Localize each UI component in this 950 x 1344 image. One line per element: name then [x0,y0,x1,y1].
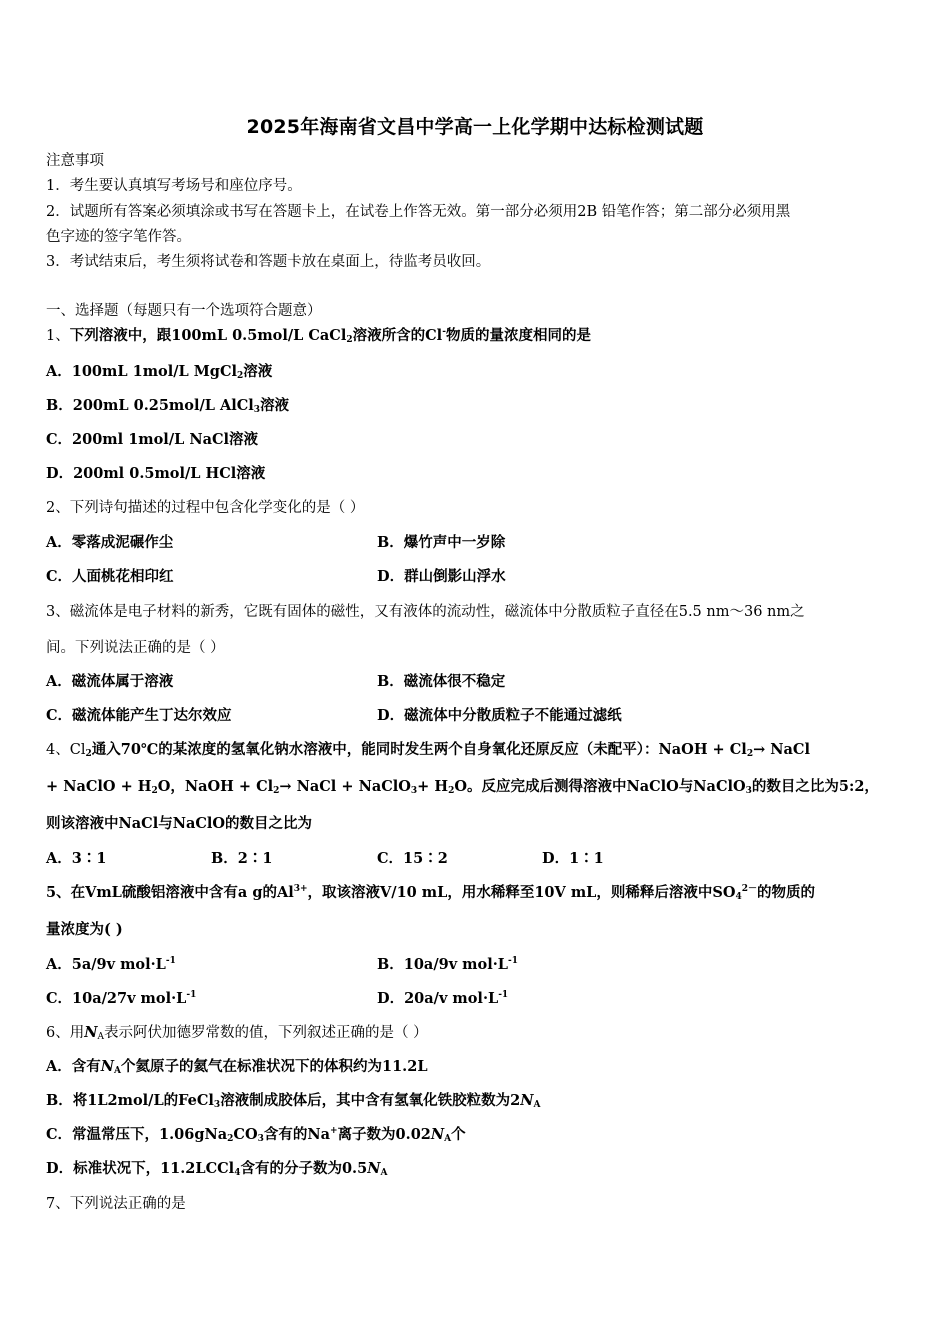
question-1-option-b: B．200mL 0.25mol/L AlCl$_3$溶液 [46,397,290,415]
question-4-option-c: C．15∶2 [377,850,448,867]
notice-heading: 注意事项 [46,153,104,169]
section-heading: 一、选择题（每题只有一个选项符合题意） [46,303,322,319]
question-5-option-d: D．20a/v $mol\cdot L^{-1}$ [377,990,509,1007]
question-4-stem-line2: + NaClO + $H_2O$，NaOH + $Cl_2\to$ NaCl + NaClO$_3$+ $H_2O$。反应完成后测得溶液中NaClO与NaClO$_3$的数目之比为5:2， [46,778,879,796]
question-6-option-d: D．标准状况下，11.2LCCl$_4$含有的分子数为$0.5N_A$ [46,1160,388,1178]
question-4-option-d: D．1∶1 [542,850,604,867]
question-7-stem: 7、下列说法正确的是 [46,1196,186,1212]
page-title: 2025年海南省文昌中学高一上化学期中达标检测试题 [246,116,704,138]
question-4-stem-line3: 则该溶液中NaCl与NaClO的数目之比为 [46,815,313,832]
question-4-stem-line1: 4、$Cl_2$通入70℃的某浓度的氢氧化钠水溶液中，能同时发生两个自身氧化还原反应（未配平）：NaOH + $Cl_2\to$ NaCl [46,741,810,759]
question-3-option-b: B．磁流体很不稳定 [377,673,506,690]
question-2-stem: 2、下列诗句描述的过程中包含化学变化的是（ ） [46,500,365,516]
question-3-stem-line1: 3、磁流体是电子材料的新秀，它既有固体的磁性，又有液体的流动性，磁流体中分散质粒子直径在5.5 nm～36 nm之 [46,604,805,620]
question-5-option-a: A．5a/9v $mol\cdot L^{-1}$ [46,956,176,973]
question-5-stem-line2: 量浓度为( ) [46,921,123,938]
question-5-option-b: B．10a/9v $mol\cdot L^{-1}$ [377,956,518,973]
question-2-option-d: D．群山倒影山浮水 [377,568,506,585]
question-1-stem: 1、下列溶液中，跟100mL 0.5mol/L CaCl$_2$溶液所含的Cl-物质的量浓度相同的是 [46,327,591,345]
notice-item-2-cont: 色字迹的签字笔作答。 [46,229,191,245]
question-6-option-a: A．含有$N_A$个氦原子的氦气在标准状况下的体积约为11.2L [46,1058,428,1076]
question-3-option-a: A．磁流体属于溶液 [46,673,174,690]
notice-item-3: 3．考试结束后，考生须将试卷和答题卡放在桌面上，待监考员收回。 [46,254,491,270]
question-5-option-c: C．10a/27v $mol\cdot L^{-1}$ [46,990,197,1007]
question-1-option-a: A．100mL 1mol/L MgCl$_2$溶液 [46,363,273,381]
notice-item-1: 1．考生要认真填写考场号和座位序号。 [46,178,302,194]
question-4-option-a: A．3∶1 [46,850,107,867]
question-2-option-c: C．人面桃花相印红 [46,568,174,585]
question-3-option-c: C．磁流体能产生丁达尔效应 [46,707,232,724]
question-1-option-d: D．200ml 0.5mol/L HCl溶液 [46,465,266,482]
question-3-stem-line2: 间。下列说法正确的是（ ） [46,640,225,656]
question-6-option-b: B．将1L2mol/L的FeCl$_3$溶液制成胶体后，其中含有氢氧化铁胶粒数为$2N_A$ [46,1092,541,1110]
question-6-stem: 6、用$N_A$表示阿伏加德罗常数的值，下列叙述正确的是（ ） [46,1024,428,1042]
question-5-stem-line1: 5、在VmL硫酸铝溶液中含有a g的$Al^{3+}$，取该溶液V/10 mL，用水稀释至10V mL，则稀释后溶液中$SO_4^{2-}$的物质的 [46,884,815,902]
notice-item-2: 2．试题所有答案必须填涂或书写在答题卡上，在试卷上作答无效。第一部分必须用2B 铅笔作答；第二部分必须用黑 [46,204,791,220]
question-1-option-c: C．200ml 1mol/L NaCl溶液 [46,431,259,448]
question-3-option-d: D．磁流体中分散质粒子不能通过滤纸 [377,707,622,724]
question-6-option-c: C．常温常压下，$1.06gNa_2CO_3$含有的Na+离子数为$0.02N_A$个 [46,1126,466,1144]
question-2-option-b: B．爆竹声中一岁除 [377,534,506,551]
question-2-option-a: A．零落成泥碾作尘 [46,534,174,551]
question-4-option-b: B．2∶1 [211,850,273,867]
